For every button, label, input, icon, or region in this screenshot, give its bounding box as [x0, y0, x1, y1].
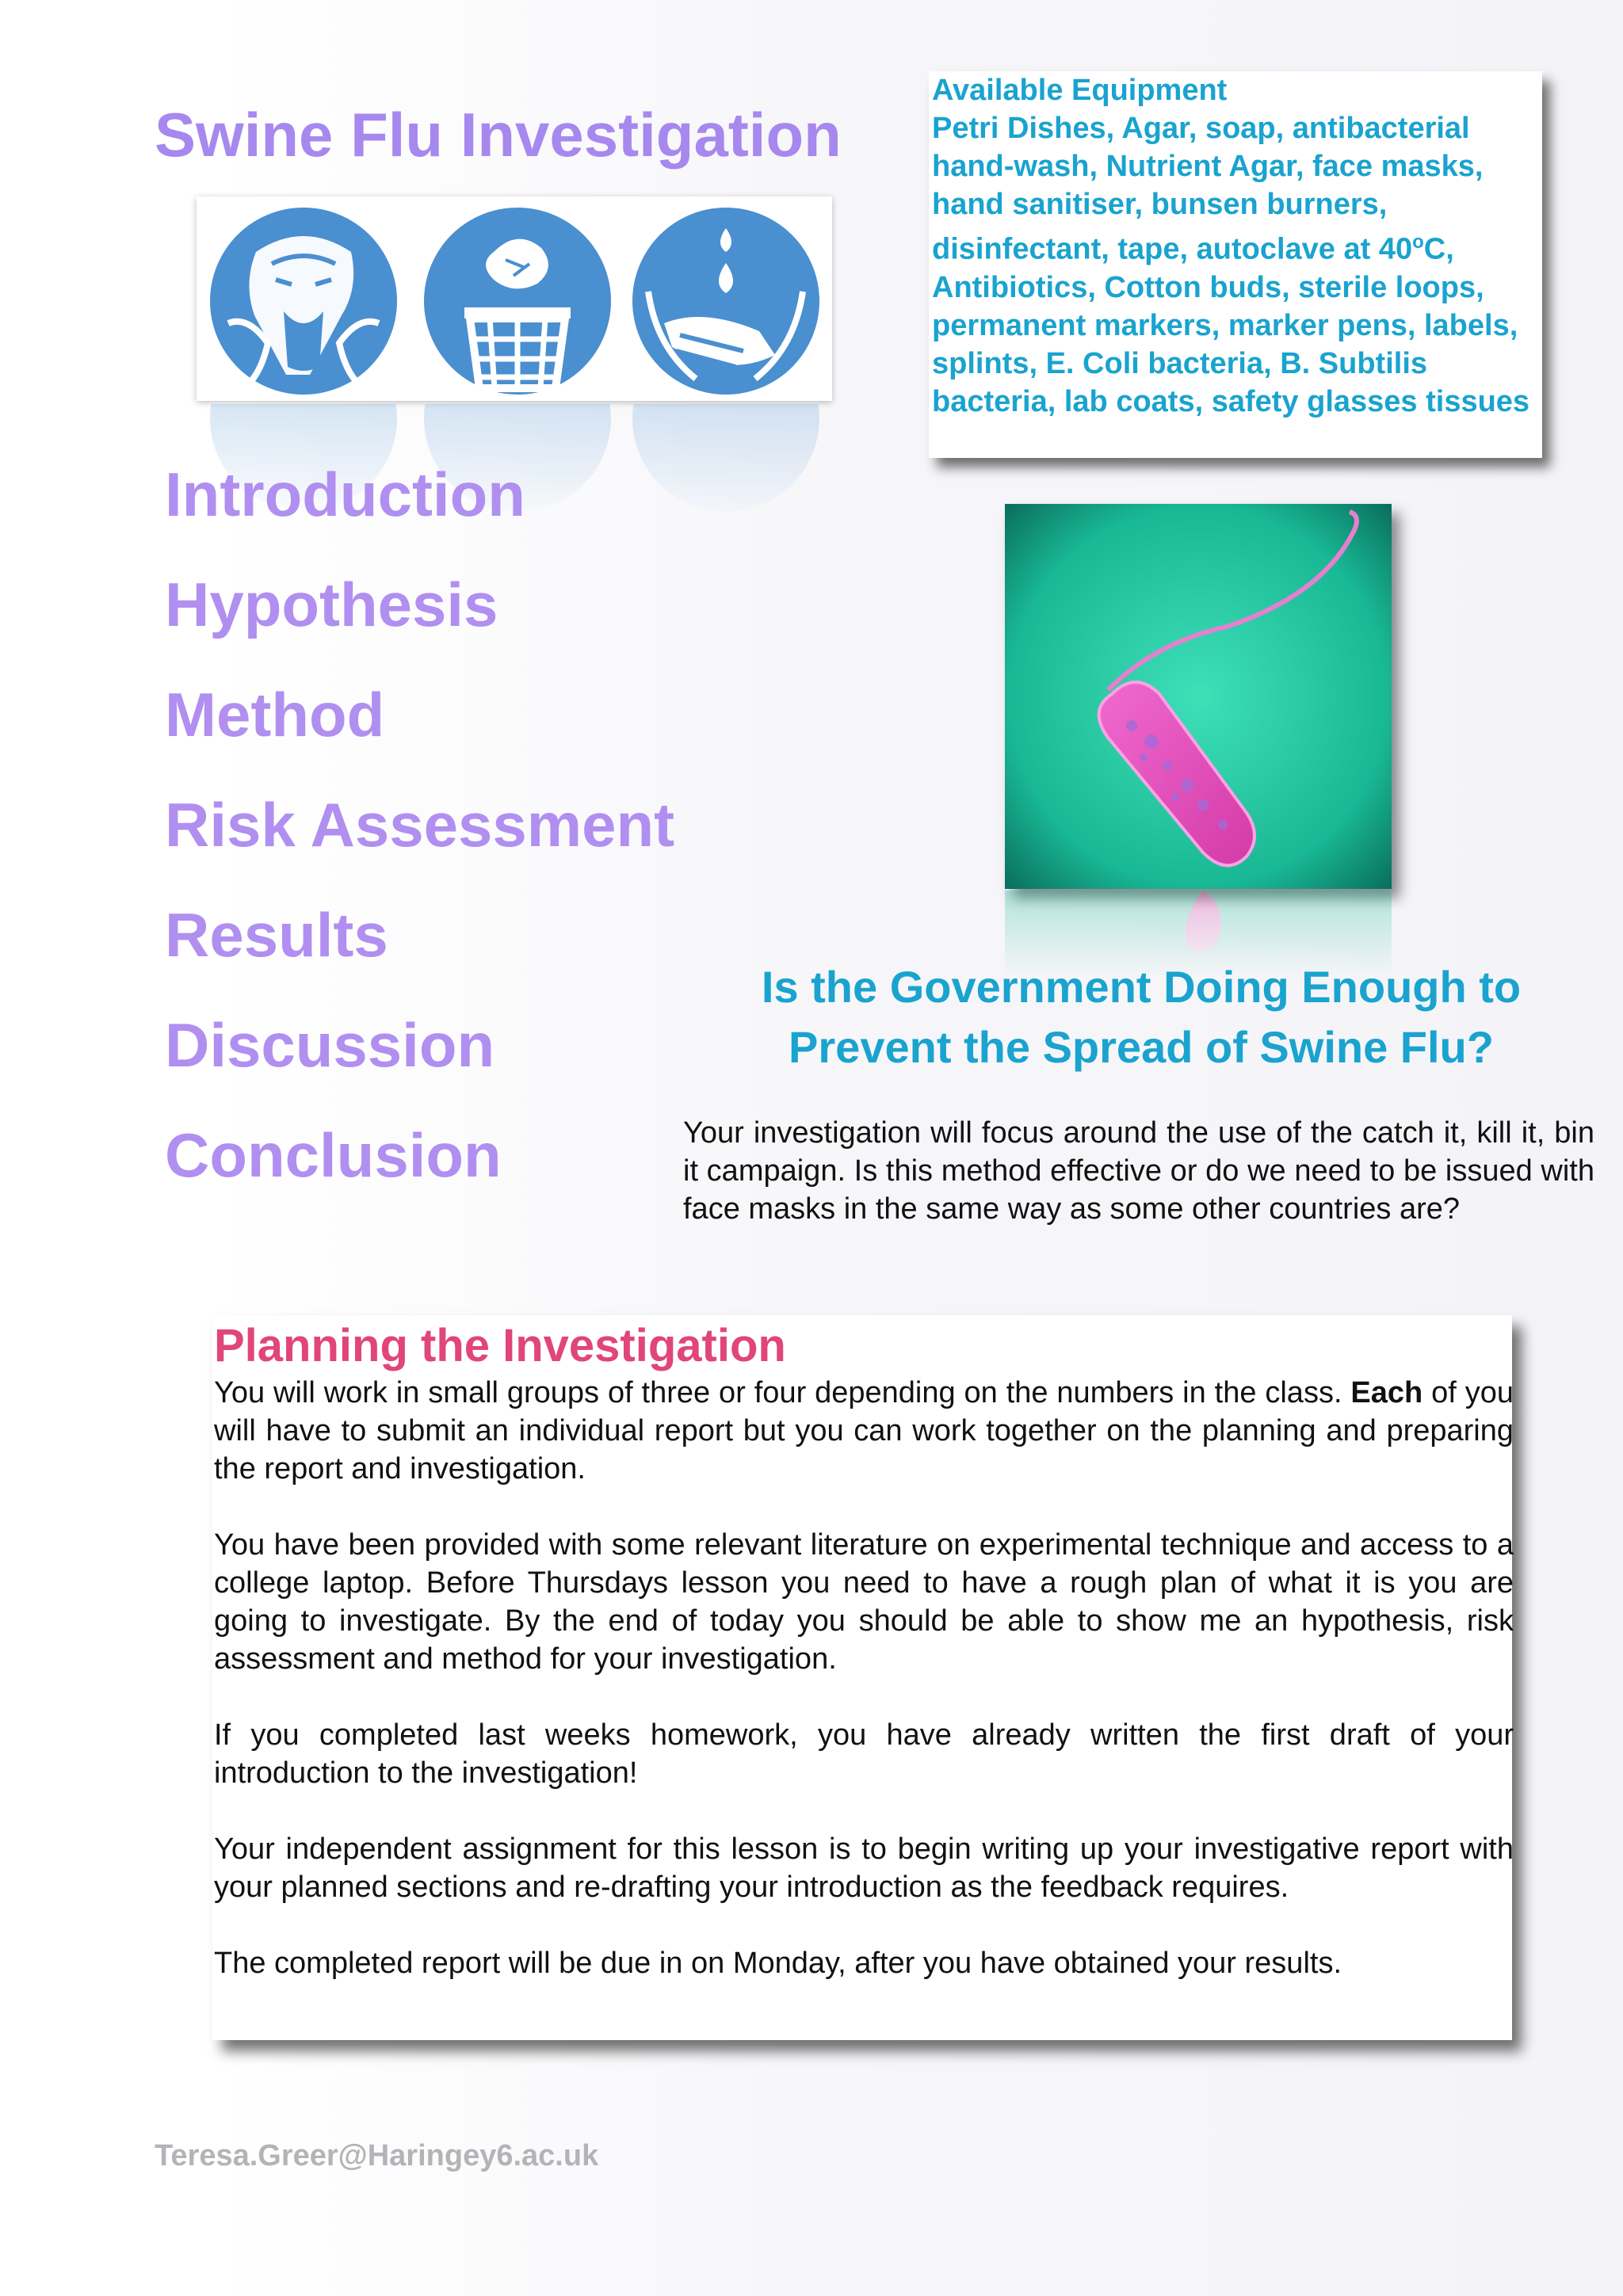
footer-email: Teresa.Greer@Haringey6.ac.uk	[155, 2139, 599, 2172]
report-sections-list	[165, 453, 674, 1224]
hygiene-icons-svg	[197, 196, 832, 401]
equipment-list	[932, 109, 1542, 421]
planning-paragraph-4: Your independent assignment for this lesson is to begin writing up your investigative report with your planned sections and re-drafting your introduction as the feedback requires.	[214, 1833, 1514, 1904]
section-method: Method	[165, 680, 385, 749]
investigation-question	[682, 957, 1601, 1077]
bin-it-icon	[424, 208, 611, 395]
planning-p1-start: You will work in small groups of three or four depending on the numbers in the class.	[214, 1376, 1351, 1409]
question-line-2: Prevent the Spread of Swine Flu?	[789, 1022, 1494, 1072]
investigation-intro-text: Your investigation will focus around the use of the catch it, kill it, bin it campaign. Is this method effective or do we need to be issued with face masks in the same way as some other countries are?	[683, 1116, 1594, 1226]
section-hypothesis: Hypothesis	[165, 570, 498, 639]
planning-paragraph-1	[214, 1374, 1514, 1488]
planning-p1-end: of you will have to submit an individual report but you can work together on the planning and preparing the report and investigation.	[214, 1376, 1514, 1486]
section-results: Results	[165, 900, 388, 970]
equipment-list-part2: C, Antibiotics, Cotton buds, sterile loops, permanent markers, marker pens, labels, splints, E. Coli bacteria, B. Subtilis bacteria, lab coats, safety glasses tissues	[932, 232, 1530, 418]
planning-paragraph-5: The completed report will be due in on Monday, after you have obtained your results.	[214, 1947, 1342, 1980]
cough-into-tissue-icon	[210, 208, 397, 395]
section-risk-assessment: Risk Assessment	[165, 790, 675, 860]
equipment-list-part1: Petri Dishes, Agar, soap, antibacterial hand-wash, Nutrient Agar, face masks, hand sanitiser, bunsen burners, disinfectant, tape, autoclave at 40	[932, 112, 1484, 266]
page-title: Swine Flu Investigation	[155, 100, 842, 170]
section-conclusion: Conclusion	[165, 1120, 502, 1190]
equipment-heading: Available Equipment	[932, 74, 1228, 107]
planning-p1-bold: Each	[1350, 1376, 1423, 1409]
section-discussion: Discussion	[165, 1010, 495, 1080]
planning-heading: Planning the Investigation	[214, 1320, 786, 1371]
section-introduction: Introduction	[165, 460, 525, 529]
question-line-1: Is the Government Doing Enough to	[761, 962, 1522, 1012]
available-equipment-box	[929, 71, 1542, 458]
hygiene-icons-panel	[197, 196, 832, 401]
planning-paragraph-2: You have been provided with some relevant literature on experimental technique and access to a college laptop. Before Thursdays lesson you need to have a rough plan of what it is you are going to investigate. By the end of today you should be able to show me an hypothesis, risk assessment and method for your investigation.	[214, 1528, 1514, 1676]
bacterium-microscope-image	[1005, 504, 1392, 889]
planning-body	[214, 1374, 1514, 2020]
degree-superscript: o	[1412, 231, 1424, 253]
planning-paragraph-3: If you completed last weeks homework, you have already written the first draft of your introduction to the investigation!	[214, 1718, 1514, 1790]
hand-wash-icon	[632, 208, 819, 395]
